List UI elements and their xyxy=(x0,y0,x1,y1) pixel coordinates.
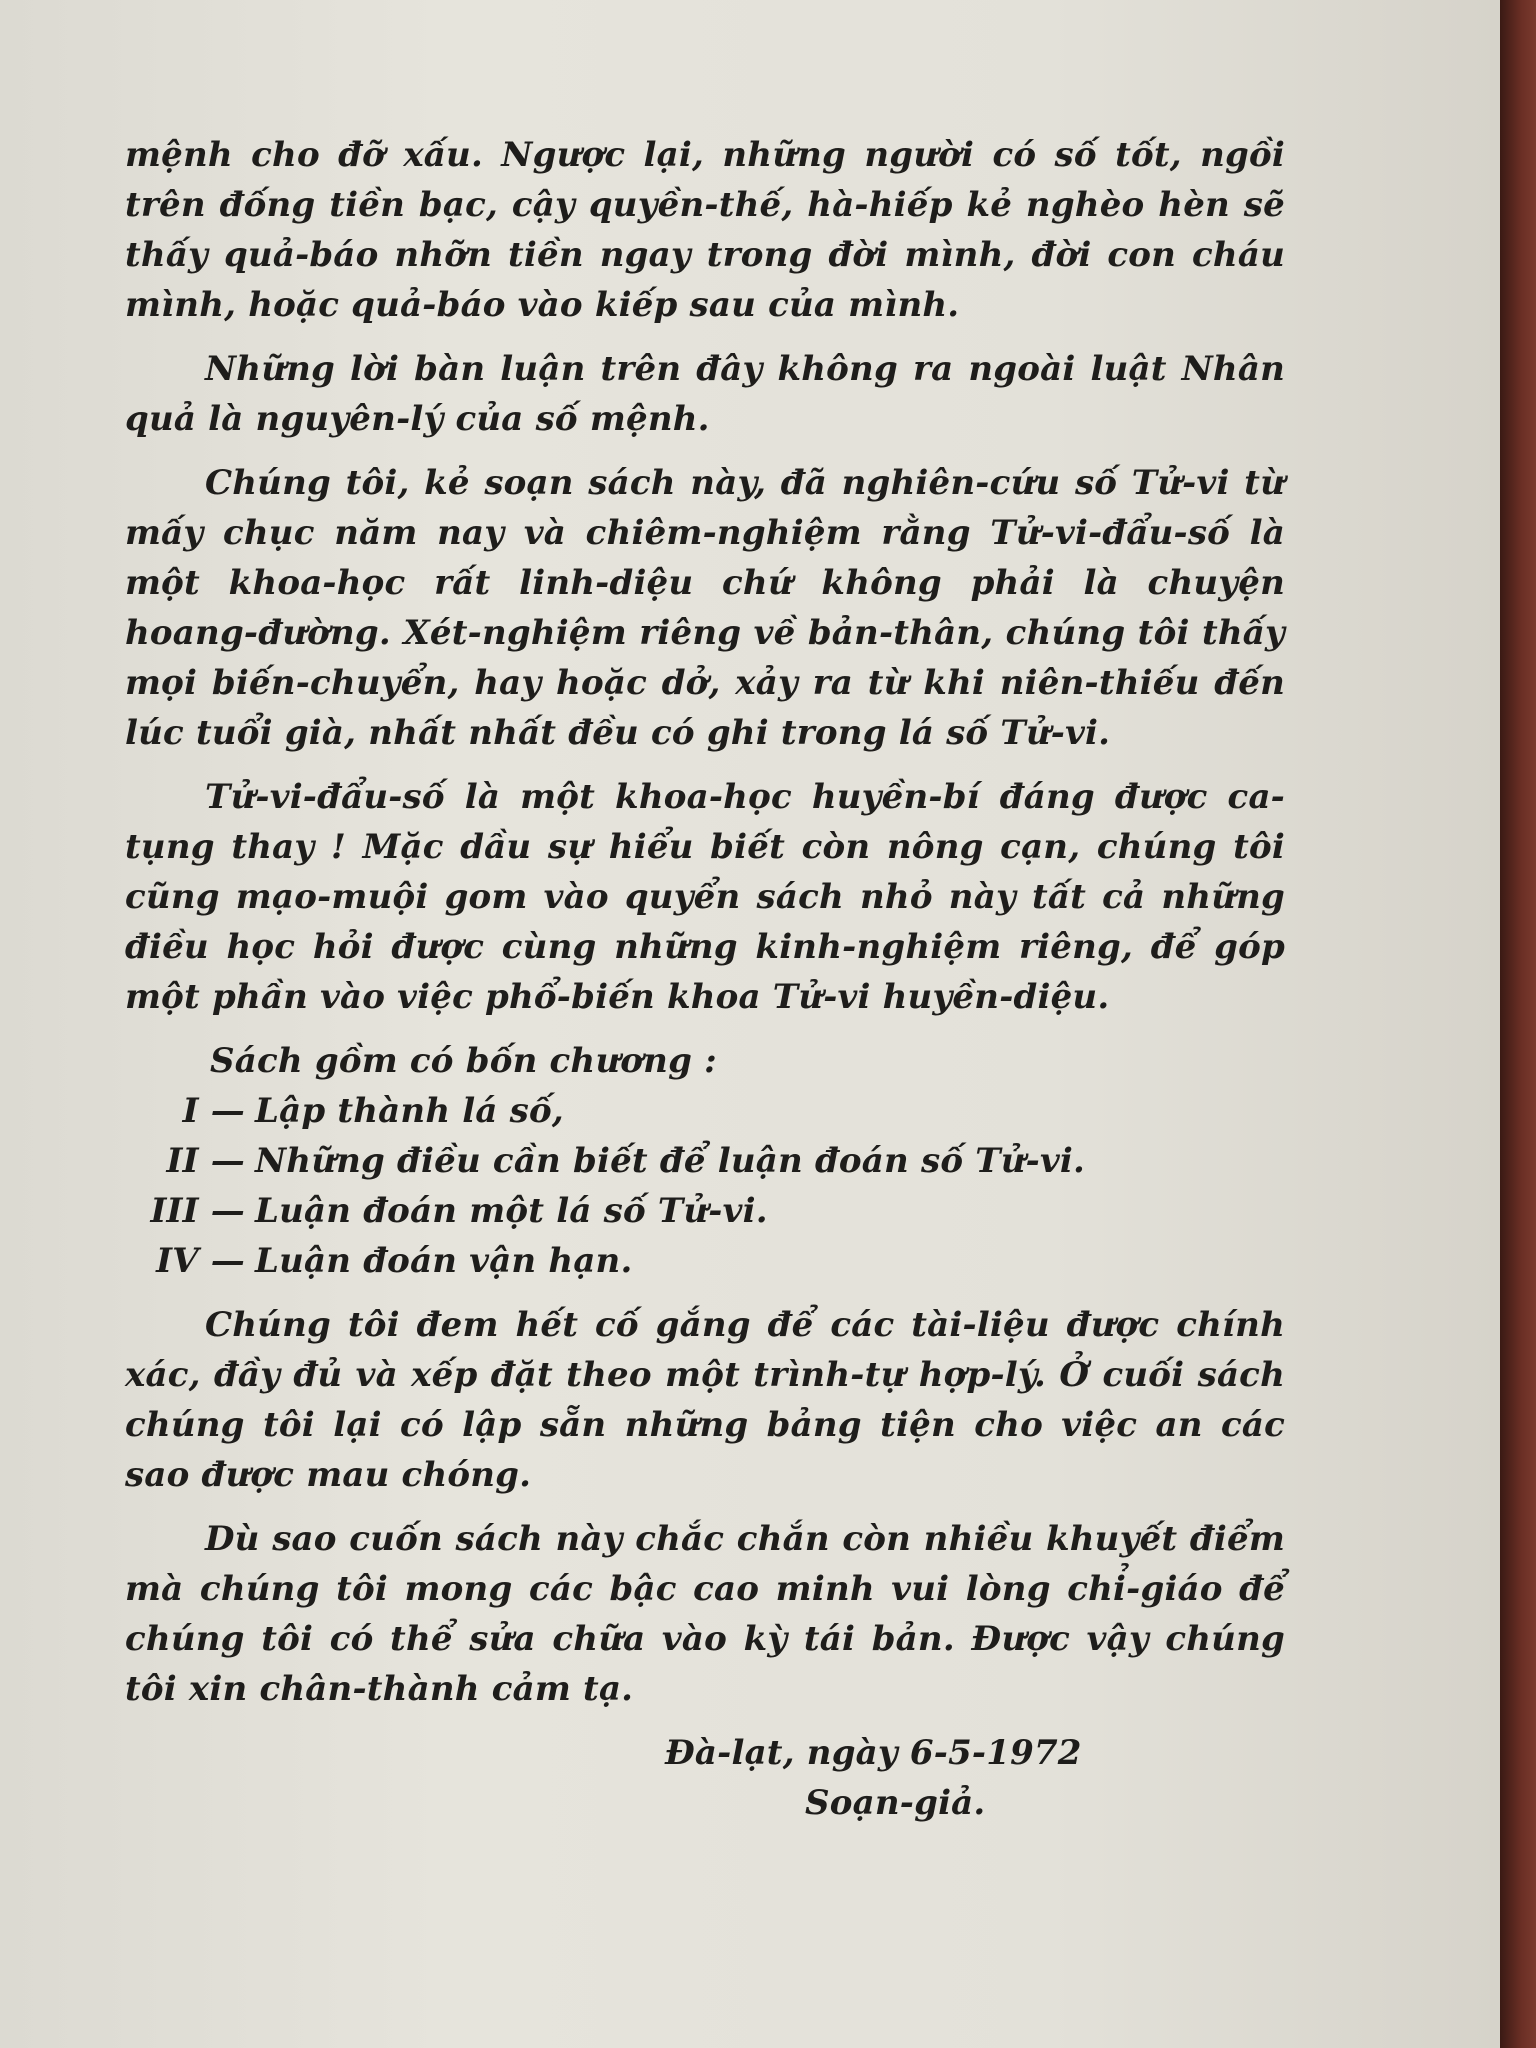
chapter-item-2 xyxy=(125,1136,1285,1186)
chapter-title: Những điều cần biết để luận đoán số Tử-vi. xyxy=(255,1141,1086,1181)
chapter-item-3 xyxy=(125,1186,1285,1236)
chapter-item-4 xyxy=(125,1236,1285,1286)
page-body xyxy=(125,130,1285,1828)
paragraph-6: Dù sao cuốn sách này chắc chắn còn nhiều khuyết điểm mà chúng tôi mong các bậc cao minh vui lòng chỉ-giáo để chúng tôi có thể sửa chữa vào kỳ tái bản. Được vậy chúng tôi xin chân-thành cảm tạ. xyxy=(125,1519,1285,1709)
chapter-list xyxy=(125,1036,1285,1286)
book-cover-edge xyxy=(1500,0,1536,2048)
chapter-title: Lập thành lá số, xyxy=(255,1091,564,1131)
paragraph-4: Tử-vi-đẩu-số là một khoa-học huyền-bí đáng được ca-tụng thay ! Mặc dầu sự hiểu biết còn nông cạn, chúng tôi cũng mạo-muội gom vào quyển sách nhỏ này tất cả những điều học hỏi được cùng những kinh-nghiệm riêng, để góp một phần vào việc phổ-biến khoa Tử-vi huyền-diệu. xyxy=(125,777,1285,1017)
chapter-number: II — xyxy=(166,1141,245,1181)
chapter-number: III — xyxy=(150,1191,245,1231)
chapter-item-1 xyxy=(125,1086,1285,1136)
chapter-title: Luận đoán một lá số Tử-vi. xyxy=(255,1191,768,1231)
chapter-number: IV — xyxy=(156,1241,245,1281)
paragraph-2: Những lời bàn luận trên đây không ra ngoài luật Nhân quả là nguyên-lý của số mệnh. xyxy=(125,349,1285,439)
paragraph-5: Chúng tôi đem hết cố gắng để các tài-liệu được chính xác, đầy đủ và xếp đặt theo một trình-tự hợp-lý. Ở cuối sách chúng tôi lại có lập sẵn những bảng tiện cho việc an các sao được mau chóng. xyxy=(125,1305,1285,1495)
signature-block xyxy=(125,1728,1285,1828)
paragraph-3: Chúng tôi, kẻ soạn sách này, đã nghiên-cứu số Tử-vi từ mấy chục năm nay và chiêm-nghiệm rằng Tử-vi-đẩu-số là một khoa-học rất linh-diệu chứ không phải là chuyện hoang-đường. Xét-nghiệm riêng về bản-thân, chúng tôi thấy mọi biến-chuyển, hay hoặc dở, xảy ra từ khi niên-thiếu đến lúc tuổi già, nhất nhất đều có ghi trong lá số Tử-vi. xyxy=(125,463,1285,753)
chapter-title: Luận đoán vận hạn. xyxy=(255,1241,633,1281)
chapter-list-intro: Sách gồm có bốn chương : xyxy=(210,1041,717,1081)
author-signoff: Soạn-giả. xyxy=(805,1783,986,1823)
paragraph-1: mệnh cho đỡ xấu. Ngược lại, những người có số tốt, ngồi trên đống tiền bạc, cậy quyền-thế, hà-hiếp kẻ nghèo hèn sẽ thấy quả-báo nhỡn tiền ngay trong đời mình, đời con cháu mình, hoặc quả-báo vào kiếp sau của mình. xyxy=(125,135,1285,325)
place-and-date: Đà-lạt, ngày 6-5-1972 xyxy=(665,1733,1082,1773)
chapter-number: I — xyxy=(182,1091,245,1131)
